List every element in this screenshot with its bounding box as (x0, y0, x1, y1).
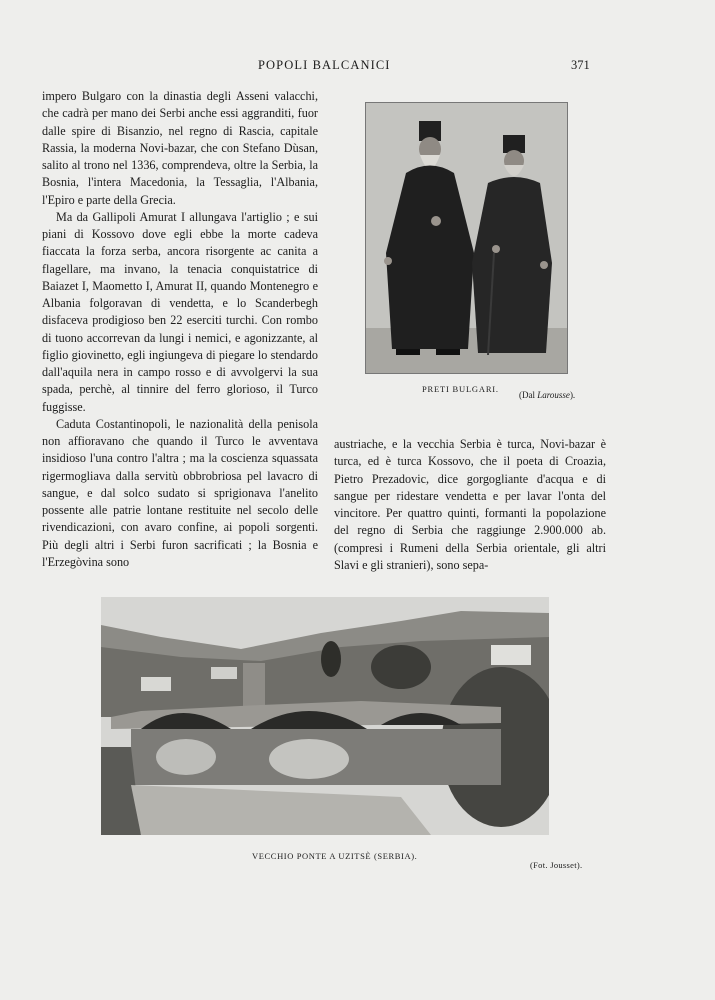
paragraph-gallipoli: Ma da Gallipoli Amurat I allungava l'artiglio ; e sui piani di Kossovo dove egli ebbe la morte cadeva fiaccata la forza serba, ancora risorgente ac canita a flagellare, ma invano, la tenacia conquistatrice di Baiazet I, Maometto I, Amurat II, quando Montenegro e Albania folgoravan di vendetta, e lo Scanderbegh disfaceva prodigioso ben 22 eserciti turchi. Con rombo di tuono accorrevan da lungi i nemici, e agonizzante, al figlio giovinetto, egli ingiungeva di piegare lo stendardo dall'aquila nera in campo rosso e di avvolgervi la sua spada, perchè, al tinnire del ferro glorioso, il Turco fuggisse. (42, 209, 318, 414)
credit-prefix: (Dal (519, 390, 535, 400)
priests-photo (365, 102, 568, 374)
credit-source: Larousse (537, 390, 570, 400)
paragraph-costantinopoli: Caduta Costantinopoli, le nazionalità della penisola non affioravano che quando il Turco le avventava insidioso l'una contro l'altra ; ma la coscienza squassata rigermogliava dalla servitù obbrobriosa pel lavacro di sangue, e dal solco sudato si sprigionava l'anelito possente alle patrie lontane restituite nel secolo delle rivendicazioni, con avaro confine, ai popoli sorgenti. Più degli altri i Serbi furon sacrificati ; la Bosnia e l'Erzegòvina sono (42, 416, 318, 569)
priests-credit (519, 390, 575, 400)
paragraph-austriache: austriache, e la vecchia Serbia è turca, Novi-bazar è turca, ed è turca Kossovo, che il poeta di Croazia, Pietro Prezadovic, dice gorgogliante d'acqua e di sangue per ridestare vendetta e per lavar l'onta del vincitore. Per quattro quinti, formanti la popolazione del regno di Serbia che raggiunge 2.900.000 ab. (compresi i Rumeni della Serbia orientale, gli altri Slavi e gli stranieri), sono sepa- (334, 437, 606, 572)
priests-photo-illustration (366, 103, 567, 373)
page-number: 371 (571, 58, 590, 72)
bridge-photo-illustration (101, 597, 549, 835)
bridge-caption: VECCHIO PONTE A UZITSÈ (SERBIA). (252, 851, 418, 861)
running-head (0, 58, 715, 74)
bridge-credit: (Fot. Jousset). (530, 860, 583, 870)
bridge-photo (101, 597, 549, 835)
running-title: POPOLI BALCANICI (258, 58, 391, 72)
right-text-column (334, 436, 606, 574)
credit-suffix: ). (569, 390, 576, 400)
left-text-column (42, 88, 318, 571)
priests-caption: PRETI BULGARI. (422, 384, 499, 394)
paragraph-continued: impero Bulgaro con la dinastia degli Asseni valacchi, che cadrà per mano dei Serbi anche essi aggranditi, fuor dalle spire di Bisanzio, nel regno di Rascia, capitale Rassia, la moderna Novi-bazar, che con Stefano Dùsan, salito al trono nel 1336, comprendeva, oltre la Serbia, la Bosnia, l'intera Macedonia, la Tessaglia, l'Albania, l'Epiro e parte della Grecia. (42, 89, 318, 207)
